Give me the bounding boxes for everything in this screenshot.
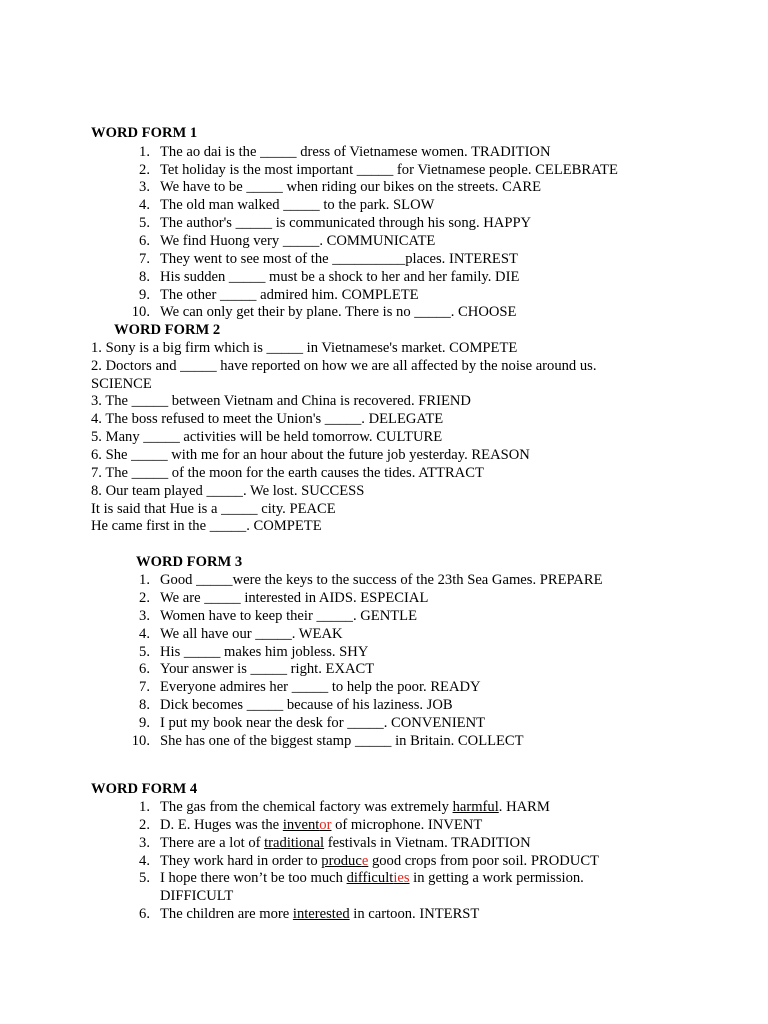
list-item-number: 1. bbox=[139, 799, 150, 815]
answer-stem: interested bbox=[292, 906, 350, 922]
answer-word bbox=[264, 835, 324, 851]
list-item: We can only get their by plane. There is no _____. CHOOSE bbox=[160, 304, 517, 320]
list-item bbox=[160, 834, 531, 852]
list-item-number: 4. bbox=[139, 626, 150, 642]
answer-suffix: or bbox=[319, 817, 332, 833]
text-segment: good crops from poor soil. PRODUCT bbox=[368, 853, 599, 869]
list-item: They went to see most of the __________places. INTEREST bbox=[160, 251, 518, 267]
list-item bbox=[160, 869, 584, 887]
list-item: His sudden _____ must be a shock to her and her family. DIE bbox=[160, 269, 520, 285]
text-segment: I hope there won’t be too much bbox=[160, 870, 347, 886]
text-line: 2. Doctors and _____ have reported on how we are all affected by the noise around us. bbox=[91, 358, 597, 374]
section-heading-4: WORD FORM 4 bbox=[91, 781, 198, 797]
text-line: He came first in the _____. COMPETE bbox=[91, 518, 322, 534]
list-item-number: 10. bbox=[131, 733, 150, 749]
list-item-number: 2. bbox=[139, 162, 150, 178]
list-item: Everyone admires her _____ to help the poor. READY bbox=[160, 679, 481, 695]
text-segment: . HARM bbox=[498, 799, 550, 815]
text-segment: D. E. Huges was the bbox=[160, 817, 283, 833]
text-segment: The gas from the chemical factory was extremely bbox=[160, 799, 453, 815]
list-item: She has one of the biggest stamp _____ in Britain. COLLECT bbox=[160, 733, 524, 749]
list-item-number: 3. bbox=[139, 179, 150, 195]
list-item bbox=[160, 816, 482, 834]
list-item: Women have to keep their _____. GENTLE bbox=[160, 608, 417, 624]
list-item-number: 5. bbox=[139, 870, 150, 886]
list-item: The other _____ admired him. COMPLETE bbox=[160, 287, 419, 303]
answer-suffix: e bbox=[361, 853, 369, 869]
list-item-number: 1. bbox=[139, 144, 150, 160]
list-item: We find Huong very _____. COMMUNICATE bbox=[160, 233, 436, 249]
text-line: It is said that Hue is a _____ city. PEACE bbox=[91, 501, 336, 517]
list-item: We all have our _____. WEAK bbox=[160, 626, 343, 642]
list-item: We are _____ interested in AIDS. ESPECIAL bbox=[160, 590, 429, 606]
answer-word bbox=[321, 853, 368, 869]
answer-suffix: ies bbox=[393, 870, 410, 886]
list-item-number: 8. bbox=[139, 697, 150, 713]
answer-stem: difficult bbox=[346, 870, 394, 886]
text-segment: of microphone. INVENT bbox=[331, 817, 483, 833]
text-segment: They work hard in order to bbox=[160, 853, 322, 869]
list-item-number: 5. bbox=[139, 215, 150, 231]
list-item-number: 10. bbox=[131, 304, 150, 320]
text-line: 5. Many _____ activities will be held tomorrow. CULTURE bbox=[91, 429, 443, 445]
list-item: Good _____were the keys to the success of the 23th Sea Games. PREPARE bbox=[160, 572, 603, 588]
text-line: 7. The _____ of the moon for the earth causes the tides. ATTRACT bbox=[91, 465, 484, 481]
list-item: Dick becomes _____ because of his laziness. JOB bbox=[160, 697, 453, 713]
text-line: 6. She _____ with me for an hour about the future job yesterday. REASON bbox=[91, 447, 530, 463]
list-item-number: 2. bbox=[139, 817, 150, 833]
list-item-number: 4. bbox=[139, 197, 150, 213]
list-item-number: 3. bbox=[139, 835, 150, 851]
list-item-number: 6. bbox=[139, 906, 150, 922]
list-item-number: 4. bbox=[139, 853, 150, 869]
list-item-continuation: DIFFICULT bbox=[160, 888, 234, 904]
list-item-number: 9. bbox=[139, 287, 150, 303]
section-heading-1: WORD FORM 1 bbox=[91, 125, 198, 141]
list-item bbox=[160, 905, 479, 923]
text-line: SCIENCE bbox=[91, 376, 152, 392]
list-item-number: 1. bbox=[139, 572, 150, 588]
list-item: I put my book near the desk for _____. CONVENIENT bbox=[160, 715, 486, 731]
text-line: 8. Our team played _____. We lost. SUCCESS bbox=[91, 483, 365, 499]
section-heading-3: WORD FORM 3 bbox=[136, 554, 243, 570]
section-heading-2: WORD FORM 2 bbox=[114, 322, 221, 338]
answer-stem: traditional bbox=[264, 835, 325, 851]
list-item: Tet holiday is the most important _____ for Vietnamese people. CELEBRATE bbox=[160, 162, 618, 178]
text-line: 3. The _____ between Vietnam and China is recovered. FRIEND bbox=[91, 393, 471, 409]
answer-stem: harmful bbox=[452, 799, 499, 815]
text-line: 4. The boss refused to meet the Union's _____. DELEGATE bbox=[91, 411, 444, 427]
list-item bbox=[160, 798, 550, 816]
list-item: His _____ makes him jobless. SHY bbox=[160, 644, 369, 660]
list-item-number: 2. bbox=[139, 590, 150, 606]
list-item-number: 3. bbox=[139, 608, 150, 624]
list-item-number: 5. bbox=[139, 644, 150, 660]
list-item-number: 9. bbox=[139, 715, 150, 731]
answer-word bbox=[347, 870, 410, 886]
list-item: The author's _____ is communicated through his song. HAPPY bbox=[160, 215, 532, 231]
list-item-number: 7. bbox=[139, 679, 150, 695]
list-item-number: 8. bbox=[139, 269, 150, 285]
text-line: 1. Sony is a big firm which is _____ in Vietnamese's market. COMPETE bbox=[91, 340, 518, 356]
text-segment: in cartoon. INTERST bbox=[349, 906, 480, 922]
answer-stem: invent bbox=[282, 817, 320, 833]
list-item: The ao dai is the _____ dress of Vietnamese women. TRADITION bbox=[160, 144, 551, 160]
answer-word bbox=[453, 799, 499, 815]
text-segment: There are a lot of bbox=[160, 835, 265, 851]
list-item-number: 7. bbox=[139, 251, 150, 267]
list-item-number: 6. bbox=[139, 661, 150, 677]
list-item: We have to be _____ when riding our bikes on the streets. CARE bbox=[160, 179, 542, 195]
text-segment: The children are more bbox=[160, 906, 293, 922]
answer-stem: produc bbox=[321, 853, 362, 869]
text-segment: in getting a work permission. bbox=[409, 870, 584, 886]
list-item bbox=[160, 852, 599, 870]
answer-word bbox=[283, 817, 332, 833]
answer-word bbox=[293, 906, 350, 922]
text-segment: festivals in Vietnam. TRADITION bbox=[324, 835, 531, 851]
list-item: Your answer is _____ right. EXACT bbox=[160, 661, 375, 677]
list-item: The old man walked _____ to the park. SLOW bbox=[160, 197, 435, 213]
list-item-number: 6. bbox=[139, 233, 150, 249]
